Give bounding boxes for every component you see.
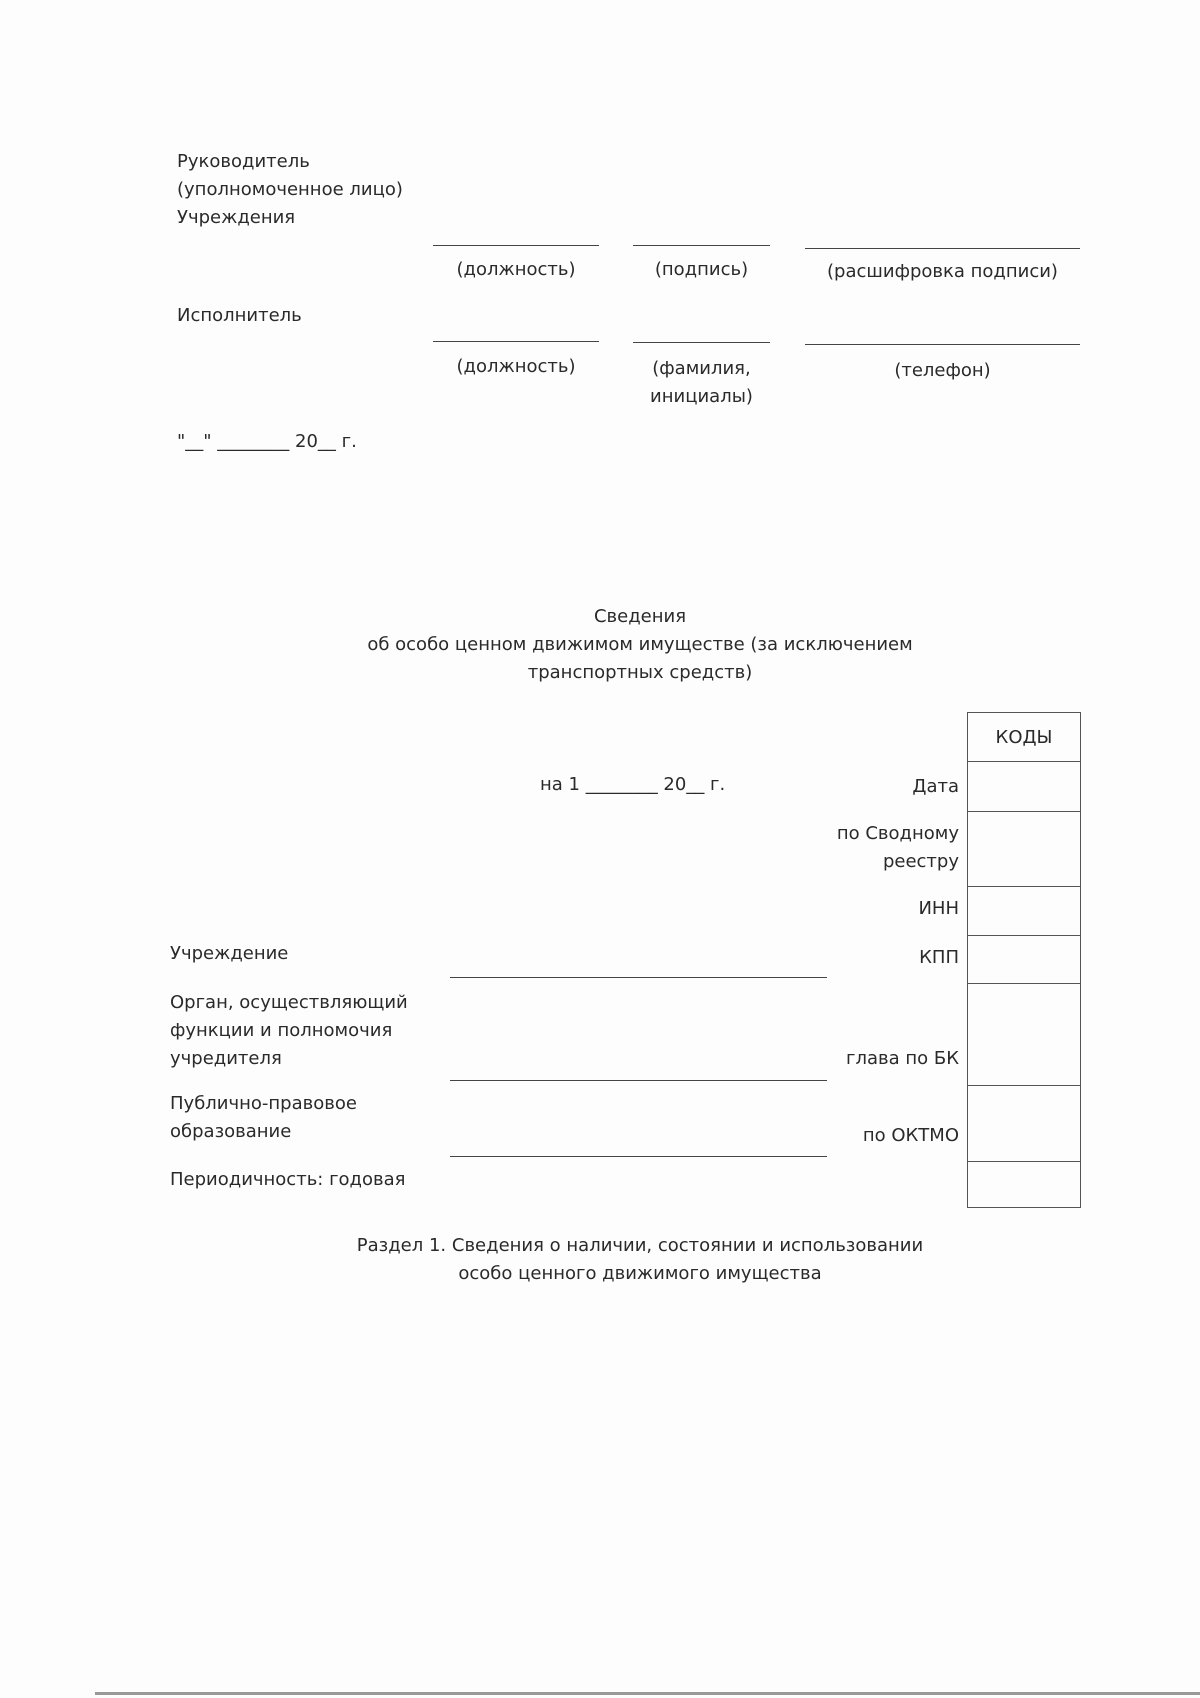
head-position-line bbox=[433, 245, 599, 246]
code-label-registry bbox=[837, 820, 959, 876]
signature-date: "__" ________ 20__ г. bbox=[177, 431, 357, 452]
title-line: транспортных средств) bbox=[527, 662, 753, 683]
document-title bbox=[300, 603, 980, 687]
codes-table bbox=[967, 712, 1081, 1208]
title-line: об особо ценном движимом имуществе (за исключением bbox=[367, 634, 913, 655]
field-founder-label bbox=[170, 989, 408, 1073]
head-position-caption: (должность) bbox=[456, 259, 576, 280]
code-label-date: Дата bbox=[912, 776, 959, 797]
executor-phone-line bbox=[805, 344, 1080, 345]
report-period: на 1 ________ 20__ г. bbox=[540, 774, 726, 795]
field-public-entity-value-line bbox=[450, 1156, 827, 1157]
head-signature-line bbox=[633, 245, 770, 246]
executor-position-caption: (должность) bbox=[456, 356, 576, 377]
title-line: Сведения bbox=[593, 606, 687, 627]
page-bottom-edge bbox=[95, 1692, 1200, 1695]
field-public-entity-line: Публично-правовое bbox=[170, 1093, 357, 1114]
field-public-entity-label bbox=[170, 1090, 357, 1146]
head-label-line: Руководитель bbox=[177, 151, 310, 172]
executor-name-caption bbox=[633, 355, 770, 411]
field-founder-line: функции и полномочия bbox=[170, 1020, 393, 1041]
executor-phone-caption: (телефон) bbox=[894, 360, 991, 381]
code-cell-registry bbox=[968, 811, 1080, 812]
codes-header: КОДЫ bbox=[995, 726, 1053, 748]
field-founder-line: учредителя bbox=[170, 1048, 282, 1069]
section-heading bbox=[300, 1232, 980, 1288]
field-founder-line: Орган, осуществляющий bbox=[170, 992, 408, 1013]
code-label-inn: ИНН bbox=[918, 898, 959, 919]
field-institution-label: Учреждение bbox=[170, 943, 289, 964]
field-periodicity: Периодичность: годовая bbox=[170, 1169, 406, 1190]
code-cell-periodicity bbox=[968, 1161, 1080, 1162]
executor-label: Исполнитель bbox=[177, 305, 302, 326]
section-heading-line: Раздел 1. Сведения о наличии, состоянии и использовании bbox=[356, 1235, 924, 1256]
code-label-oktmo: по ОКТМО bbox=[862, 1125, 959, 1146]
head-name-caption: (расшифровка подписи) bbox=[827, 261, 1058, 282]
executor-name-line bbox=[633, 342, 770, 343]
code-cell-kpp bbox=[968, 935, 1080, 936]
executor-position-line bbox=[433, 341, 599, 342]
code-cell-bk bbox=[968, 983, 1080, 984]
code-label-kpp: КПП bbox=[919, 947, 959, 968]
code-cell-inn bbox=[968, 886, 1080, 887]
code-label-registry-line: реестру bbox=[882, 851, 959, 872]
executor-name-caption-line: (фамилия, bbox=[652, 358, 751, 379]
code-label-bk: глава по БК bbox=[846, 1048, 959, 1069]
head-label-line: Учреждения bbox=[177, 207, 296, 228]
field-founder-value-line bbox=[450, 1080, 827, 1081]
code-label-registry-line: по Сводному bbox=[836, 823, 959, 844]
code-cell-date bbox=[968, 761, 1080, 762]
head-signature-caption: (подпись) bbox=[654, 259, 749, 280]
field-public-entity-line: образование bbox=[170, 1121, 292, 1142]
head-label-line: (уполномоченное лицо) bbox=[177, 179, 403, 200]
head-name-line bbox=[805, 248, 1080, 249]
code-cell-oktmo bbox=[968, 1085, 1080, 1086]
head-label bbox=[177, 148, 403, 232]
section-heading-line: особо ценного движимого имущества bbox=[458, 1263, 822, 1284]
field-institution-line bbox=[450, 977, 827, 978]
executor-name-caption-line: инициалы) bbox=[650, 386, 753, 407]
